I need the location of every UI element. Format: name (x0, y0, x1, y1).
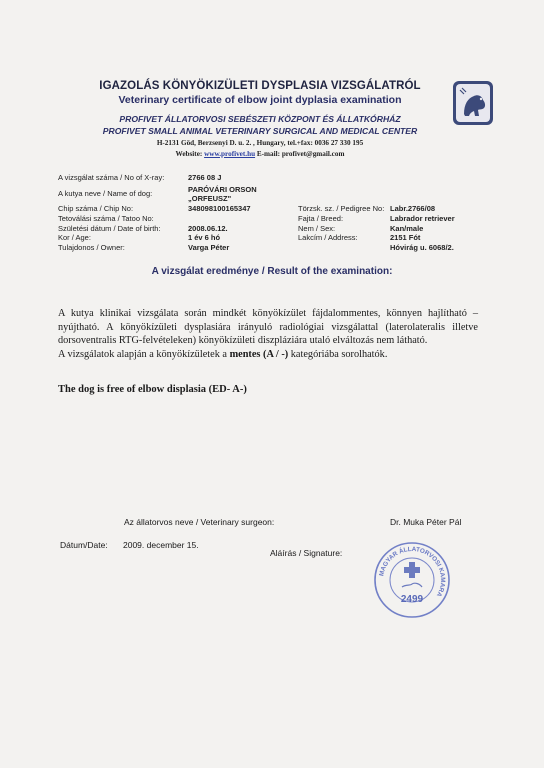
website-label: Website: (175, 150, 203, 158)
breed-label: Fajta / Breed: (298, 214, 344, 223)
category-text-pre: A vizsgálatok alapján a könyökízületek a (58, 348, 227, 360)
age-label: Kor / Age: (58, 233, 91, 242)
result-category-line (58, 348, 478, 362)
result-paragraph: A kutya klinikai vizsgálata során mindkét könyökízület fájdalommentes, könnyen hajlítható – nyújtható. A könyökízületi dysplasiára irányuló radiológiai vizsgálattal (laterolateralis illetve dorsoventralis RTG-felvételeken) könyökízületi diszpláziára utaló elváltozás nem látható. (58, 308, 478, 347)
birth-label: Születési dátum / Date of birth: (58, 224, 161, 233)
age-value: 1 év 6 hó (188, 233, 221, 242)
signature-label: Aláírás / Signature: (270, 548, 343, 558)
dog-call-name: „ORFEUSZ" (188, 194, 232, 203)
result-title: A vizsgálat eredménye / Result of the examination: (151, 266, 393, 277)
email-value: profivet@gmail.com (281, 150, 345, 158)
sex-value: Kan/male (390, 224, 424, 233)
breed-value: Labrador retriever (390, 214, 455, 223)
date-label: Dátum/Date: (60, 540, 108, 550)
xray-value: 2766 08 J (188, 173, 222, 182)
category-text-post: kategóriába sorolhatók. (290, 348, 388, 360)
result-conclusion: The dog is free of elbow displasia (ED- A-) (58, 384, 247, 395)
clinic-contact (70, 150, 450, 158)
certificate-title-en: Veterinary certificate of elbow joint dyplasia examination (118, 94, 402, 106)
address-value-city: 2151 Fót (390, 233, 421, 242)
owner-label: Tulajdonos / Owner: (58, 243, 125, 252)
dog-name-value: PARÓVÁRI ORSON (188, 185, 257, 194)
email-label: E-mail: (256, 150, 281, 158)
clinic-name-hu: PROFIVET ÁLLATORVOSI SEBÉSZETI KÖZPONT ÉS ÁLLATKÓRHÁZ (119, 114, 401, 124)
address-label: Lakcím / Address: (298, 233, 358, 242)
stamp-number: 2499 (400, 594, 424, 605)
date-value: 2009. december 15. (123, 540, 199, 550)
clinic-address: H-2131 Göd, Berzsenyi D. u. 2. , Hungary, tel.+fax: 0036 27 330 195 (156, 139, 364, 147)
category-value: mentes (A / -) (229, 348, 289, 360)
official-stamp (372, 540, 452, 620)
birth-value: 2008.06.12. (188, 224, 228, 233)
chip-label: Chip száma / Chip No: (58, 204, 134, 213)
chip-value: 348098100165347 (188, 204, 251, 213)
certificate-title-hu: IGAZOLÁS KÖNYÖKIZÜLETI DYSPLASIA VIZSGÁLATRÓL (99, 80, 421, 92)
stamp-ring-text: MAGYAR ÁLLATORVOSI KAMARA (378, 545, 447, 598)
result-body (58, 307, 478, 361)
pedigree-value: Labr.2766/08 (390, 204, 436, 213)
surgeon-label: Az állatorvos neve / Veterinary surgeon: (124, 517, 275, 527)
profivet-logo (452, 80, 494, 126)
pedigree-label: Törzsk. sz. / Pedigree No: (298, 204, 385, 213)
tatoo-label: Tetoválási száma / Tatoo No: (58, 214, 154, 223)
dog-name-label: A kutya neve / Name of dog: (58, 189, 153, 198)
sex-label: Nem / Sex: (298, 224, 336, 233)
clinic-name-en: PROFIVET SMALL ANIMAL VETERINARY SURGICAL AND MEDICAL CENTER (102, 126, 418, 136)
website-link[interactable]: www.profivet.hu (204, 150, 256, 158)
address-value-street: Hóvirág u. 6068/2. (390, 243, 454, 252)
surgeon-name: Dr. Muka Péter Pál (390, 517, 462, 527)
owner-value: Varga Péter (188, 243, 230, 252)
xray-label: A vizsgálat száma / No of X-ray: (58, 173, 165, 182)
